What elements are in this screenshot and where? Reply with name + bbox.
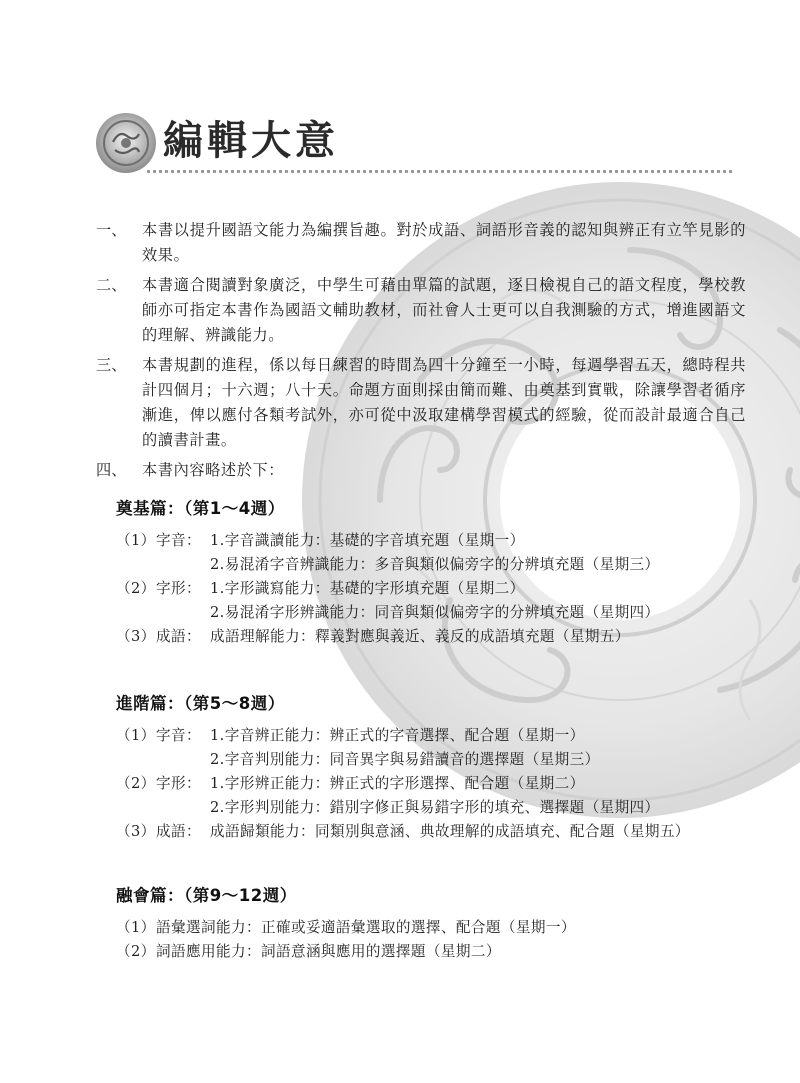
list-item (116, 772, 776, 796)
intro-item (96, 458, 746, 483)
intro-item-number: 一、 (96, 221, 127, 239)
section-title: 進階篇：（第5～8週） (116, 694, 285, 713)
item-number: （3） (116, 628, 156, 645)
item-category: 成語： (156, 628, 201, 645)
item-text: 成語歸類能力：同類別與意涵、典故理解的成語填充、配合題（星期五） (210, 823, 690, 840)
item-number: （2） (116, 580, 156, 597)
item-number: （1） (116, 532, 156, 549)
item-number: （1） (116, 727, 156, 744)
item-category: 字音： (156, 727, 201, 744)
section-foundation (116, 497, 776, 649)
intro-item-number: 四、 (96, 461, 127, 479)
item-number: （2） (116, 775, 156, 792)
item-category: 字形： (156, 775, 201, 792)
list-item (116, 601, 776, 625)
intro-item-number: 二、 (96, 276, 127, 294)
intro-item (96, 353, 746, 453)
item-text: 2.字形判別能力：錯別字修正與易錯字形的填充、選擇題（星期四） (210, 799, 660, 816)
item-text: 1.字形辨正能力：辨正式的字形選擇、配合題（星期二） (210, 775, 585, 792)
list-item (116, 625, 776, 649)
item-text: 1.字音辨正能力：辨正式的字音選擇、配合題（星期一） (210, 727, 585, 744)
list-item (116, 748, 776, 772)
page-header (95, 112, 735, 182)
item-text: 詞語應用能力：詞語意涵與應用的選擇題（星期二） (156, 943, 501, 960)
item-category: 字音： (156, 532, 201, 549)
item-category: 成語： (156, 823, 201, 840)
item-category: 字形： (156, 580, 201, 597)
section-title: 融會篇：（第9～12週） (116, 886, 297, 905)
intro-item (96, 273, 746, 348)
list-item (116, 553, 776, 577)
item-text: 成語理解能力：釋義對應與義近、義反的成語填充題（星期五） (210, 628, 630, 645)
item-number: （1） (116, 919, 156, 936)
list-item (116, 940, 776, 964)
list-item (116, 916, 776, 940)
intro-item-number: 三、 (96, 356, 127, 374)
list-item (116, 796, 776, 820)
intro-item-text: 本書內容略述於下： (142, 461, 285, 479)
intro-item-text: 本書規劃的進程，係以每日練習的時間為四十分鐘至一小時，每週學習五天，總時程共計四個月；十六週；八十天。命題方面則採由簡而難、由奠基到實戰，除讓學習者循序漸進，俾以應付各類考試外，亦可從中汲取建構學習模式的經驗，從而設計最適合自己的讀書計畫。 (142, 356, 746, 449)
item-text: 2.字音判別能力：同音異字與易錯讀音的選擇題（星期三） (210, 751, 600, 768)
page-title: 編輯大意 (163, 118, 339, 164)
intro-list (96, 218, 746, 488)
item-text: 2.易混淆字音辨識能力：多音與類似偏旁字的分辨填充題（星期三） (210, 556, 660, 573)
item-text: 1.字形識寫能力：基礎的字形填充題（星期二） (210, 580, 525, 597)
item-number: （2） (116, 943, 156, 960)
intro-item-text: 本書以提升國語文能力為編撰旨趣。對於成語、詞語形音義的認知與辨正有立竿見影的效果。 (142, 221, 746, 264)
list-item (116, 529, 776, 553)
intro-item-text: 本書適合閱讀對象廣泛，中學生可藉由單篇的試題，逐日檢視自己的語文程度，學校教師亦可指定本書作為國語文輔助教材，而社會人士更可以自我測驗的方式，增進國語文的理解、辨識能力。 (142, 276, 746, 344)
list-item (116, 724, 776, 748)
section-title: 奠基篇：（第1～4週） (116, 499, 285, 518)
dragon-emblem-icon (95, 112, 157, 174)
item-text: 1.字音識讀能力：基礎的字音填充題（星期一） (210, 532, 525, 549)
list-item (116, 577, 776, 601)
item-text: 2.易混淆字形辨識能力：同音與類似偏旁字的分辨填充題（星期四） (210, 604, 660, 621)
item-text: 語彙選詞能力：正確或妥適語彙選取的選擇、配合題（星期一） (156, 919, 576, 936)
intro-item (96, 218, 746, 268)
section-advanced (116, 692, 776, 844)
dotted-divider (147, 170, 732, 173)
item-number: （3） (116, 823, 156, 840)
list-item (116, 820, 776, 844)
section-integration (116, 884, 776, 964)
